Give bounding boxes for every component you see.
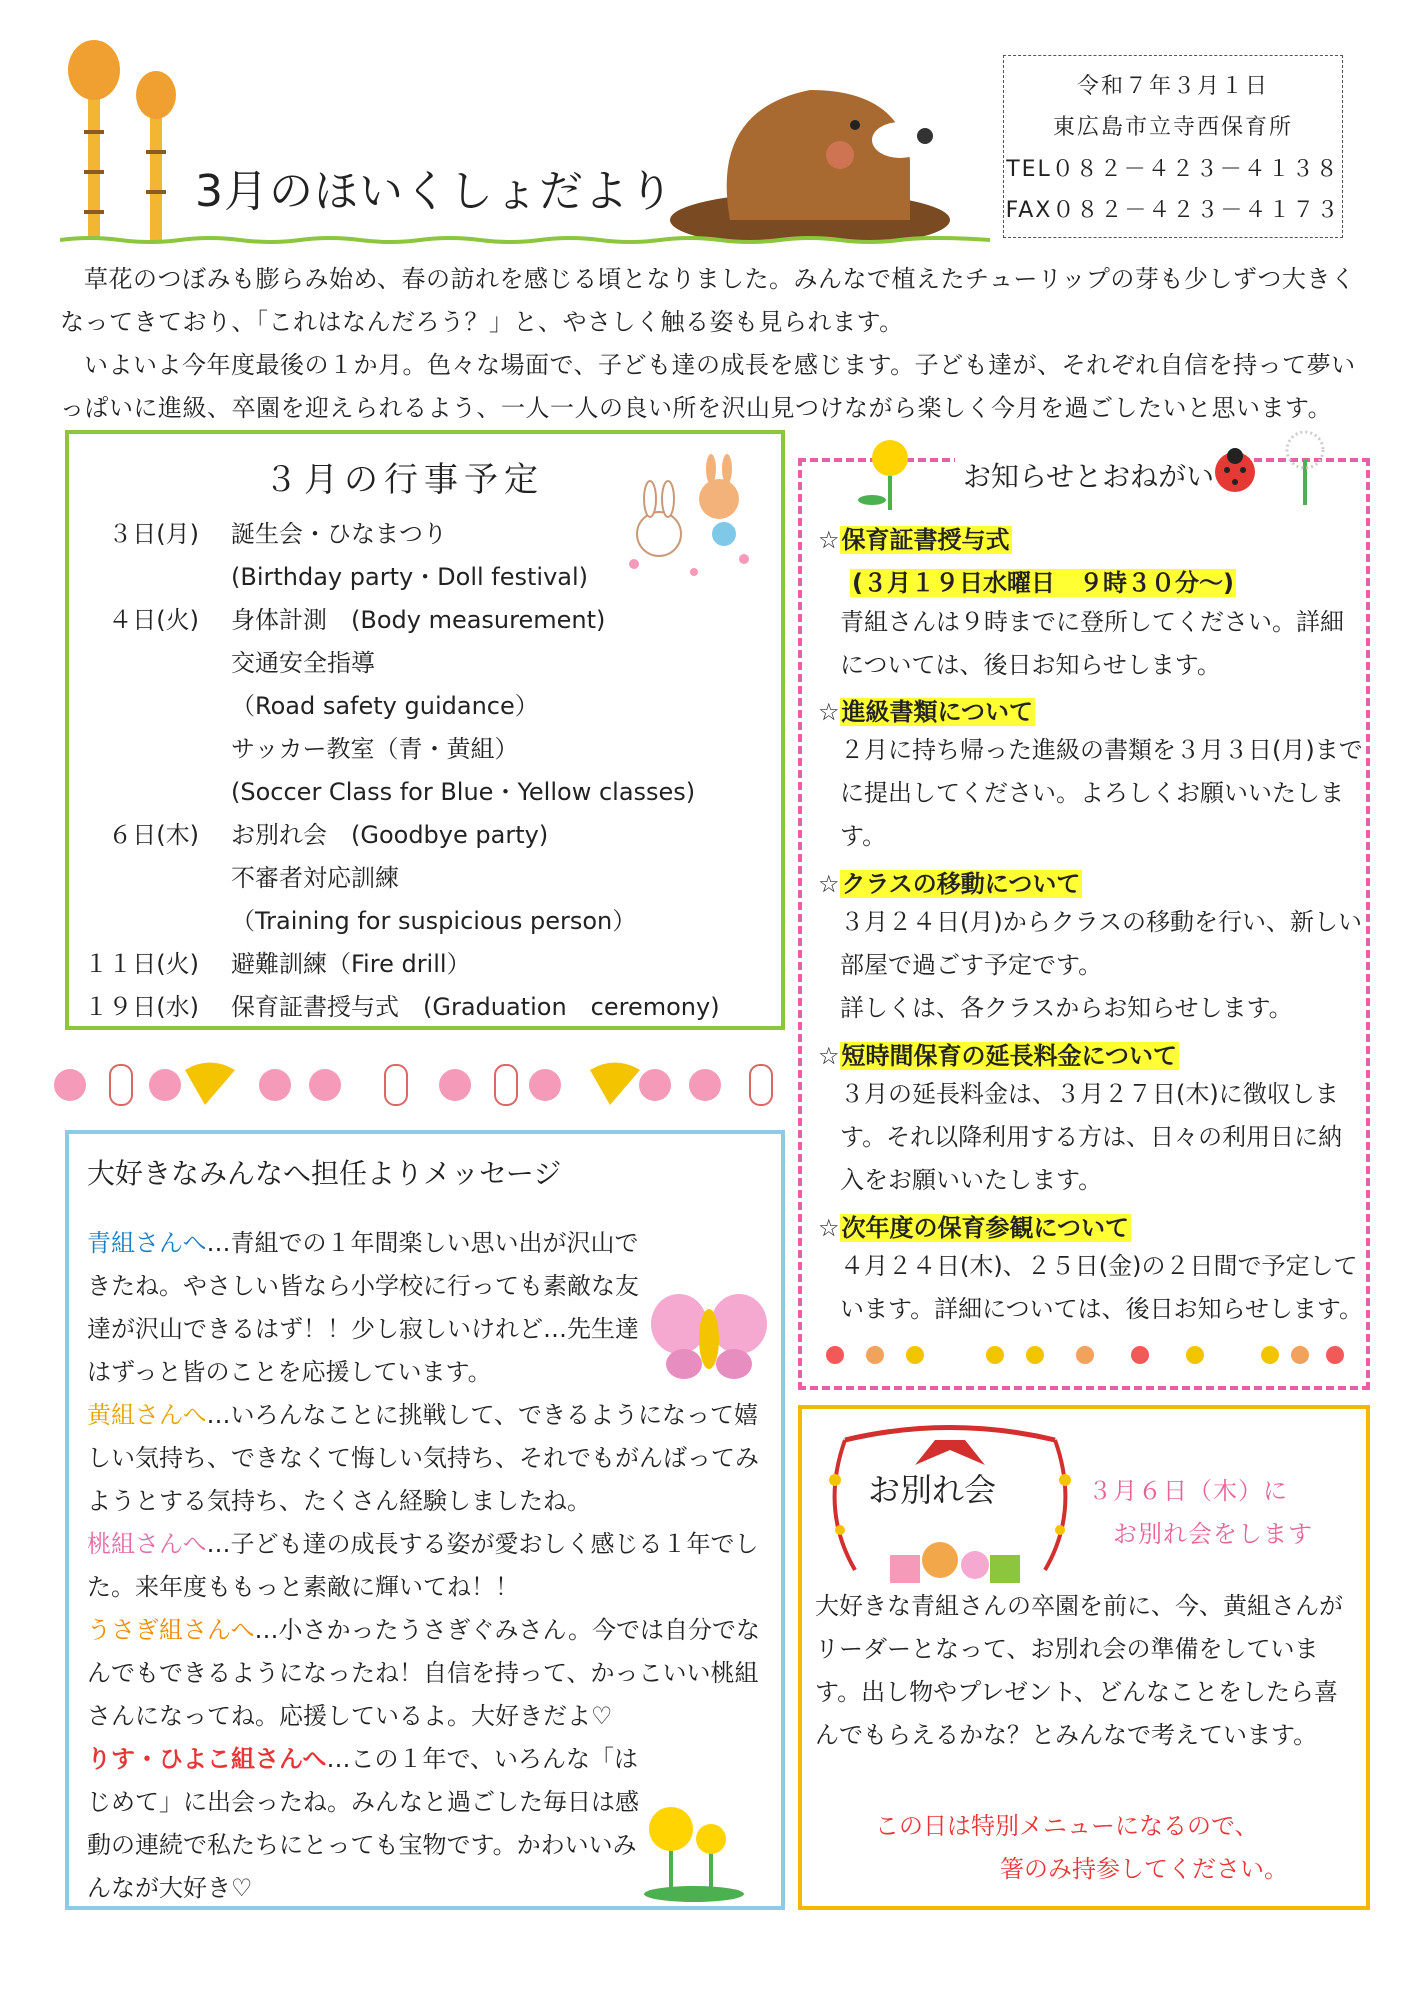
farewell-body: 大好きな青組さんの卒園を前に、今、黄組さんがリーダーとなって、お別れ会の準備をしています。出し物やプレゼント、どんなことをしたら喜んでもらえるかな？とみんなで考えています。	[815, 1592, 1343, 1749]
notice-heading-text: 短時間保育の延長料金について	[841, 1042, 1178, 1070]
notice-heading: ☆進級書類について	[818, 698, 1034, 726]
dandelion-seed-icon	[1270, 425, 1340, 505]
event-date: ４日(火)	[108, 606, 199, 634]
message-text: …青組での１年間楽しい思い出が沢山できたね。やさしい皆なら小学校に行っても素敵な友達が沢山できるはず！！少し寂しいけれど…先生達はずっと皆のことを応援しています。	[87, 1229, 639, 1386]
dandelion-illustration	[639, 1794, 749, 1904]
message-title: 大好きなみんなへ担任よりメッセージ	[87, 1157, 562, 1190]
farewell-date-line: お別れ会をします	[1113, 1520, 1313, 1548]
notice-text: 詳しくは、各クラスからお知らせします。	[840, 994, 1293, 1022]
event-text: (Soccer Class for Blue・Yellow classes)	[231, 778, 696, 806]
event-text: 不審者対応訓練	[231, 864, 399, 892]
event-text: (Birthday party・Doll festival)	[231, 563, 589, 591]
notice-subheading-text: (３月１９日水曜日 ９時３０分～)	[852, 569, 1234, 597]
ladybug-icon	[1205, 440, 1265, 500]
rabbits-illustration	[614, 454, 764, 584]
message-text: …いろんなことに挑戦して、できるようになって嬉しい気持ち、できなくて悔しい気持ち、それでもがんばってみようとする気持ち、たくさん経験しましたね。	[87, 1401, 759, 1515]
farewell-date	[1088, 1470, 1313, 1556]
notice-heading: ☆次年度の保育参観について	[818, 1214, 1130, 1242]
message-paragraph	[87, 1609, 777, 1738]
farewell-note	[815, 1805, 1360, 1891]
notice-text: ２月に持ち帰った進級の書類を３月３日(月)までに提出してください。よろしくお願いいたします。	[840, 736, 1363, 850]
horsetail-illustration	[60, 40, 200, 240]
event-text: サッカー教室（青・黄組）	[231, 735, 519, 763]
notice-heading: ☆保育証書授与式	[818, 526, 1010, 554]
butterfly-illustration	[649, 1284, 769, 1384]
info-tel: TEL０８２－４２３－４１３８	[1006, 156, 1340, 182]
message-paragraph	[87, 1394, 777, 1523]
notices-title: お知らせとおねがい	[955, 455, 1222, 495]
farewell-note-line: 箸のみ持参してください。	[1000, 1855, 1288, 1883]
mole-illustration	[670, 70, 950, 240]
message-text: …子ども達の成長する姿が愛おしく感じる１年でした。来年度ももっと素敵に輝いてね！！	[87, 1530, 759, 1601]
event-text: 身体計測 (Body measurement)	[231, 606, 606, 634]
info-date: 令和７年３月１日	[1076, 74, 1269, 100]
notice-heading-text: 次年度の保育参観について	[841, 1214, 1130, 1242]
notice-text: ３月の延長料金は、３月２７日(木)に徴収します。それ以降利用する方は、日々の利用日に納入をお願いいたします。	[840, 1080, 1343, 1194]
notice-subheading	[850, 563, 1236, 598]
event-date: １９日(水)	[84, 993, 199, 1021]
info-school-name: 東広島市立寺西保育所	[1052, 115, 1293, 141]
notice-heading: ☆短時間保育の延長料金について	[818, 1042, 1178, 1070]
notice-heading-text: 進級書類について	[841, 698, 1034, 726]
notice-heading: ☆クラスの移動について	[818, 870, 1081, 898]
class-label-risu-hiyoko: りす・ひよこ組さんへ	[87, 1745, 327, 1773]
event-text: （Road safety guidance）	[231, 692, 539, 720]
message-paragraph	[87, 1523, 777, 1609]
event-text: 保育証書授与式 (Graduation ceremony)	[231, 993, 720, 1021]
notice-heading-text: 保育証書授与式	[841, 526, 1010, 554]
event-text: お別れ会 (Goodbye party)	[231, 821, 549, 849]
event-date: １１日(火)	[84, 950, 199, 978]
event-text: （Training for suspicious person）	[231, 907, 637, 935]
class-label-pink: 桃組さんへ	[87, 1530, 207, 1558]
school-info-box	[1003, 55, 1343, 238]
farewell-date-line: ３月６日（木）に	[1088, 1477, 1288, 1505]
message-text: …小さかったうさぎぐみさん。今では自分でなんでもできるようになったね！自信を持って、かっこいい桃組さんになってね。応援しているよ。大好きだよ♡	[87, 1616, 760, 1730]
hina-decoration-divider	[45, 1055, 790, 1115]
dandelion-icon	[850, 430, 930, 510]
events-box	[65, 430, 785, 1030]
message-text: …この１年で、いろんな「はじめて」に出会ったね。みんなと過ごした毎日は感動の連続で私たちにとっても宝物です。かわいいみんなが大好き♡	[87, 1745, 639, 1902]
notice-text: ３月２４日(月)からクラスの移動を行い、新しい部屋で過ごす予定です。	[840, 908, 1363, 979]
intro-text	[60, 258, 1375, 430]
class-label-yellow: 黄組さんへ	[87, 1401, 207, 1429]
notice-text: ４月２４日(木)、２５日(金)の２日間で予定しています。詳細については、後日お知らせします。	[840, 1252, 1363, 1323]
intro-paragraph: 草花のつぼみも膨らみ始め、春の訪れを感じる頃となりました。みんなで植えたチューリップの芽も少しずつ大きくなってきており、「これはなんだろう？」と、やさしく触る姿も見られます。	[60, 265, 1356, 336]
teacher-message-box	[65, 1130, 785, 1910]
notice-heading-text: クラスの移動について	[841, 870, 1081, 898]
event-text: 誕生会・ひなまつり	[231, 520, 447, 548]
class-label-usagi: うさぎ組さんへ	[87, 1616, 255, 1644]
farewell-title: お別れ会	[868, 1471, 997, 1509]
notice-text: 青組さんは９時までに登所してください。詳細については、後日お知らせします。	[840, 608, 1344, 679]
class-label-blue: 青組さんへ	[87, 1229, 207, 1257]
events-title: ３月の行事予定	[264, 460, 544, 500]
flower-border-decoration	[820, 1335, 1350, 1375]
intro-paragraph: いよいよ今年度最後の１か月。色々な場面で、子ども達の成長を感じます。子ども達が、それぞれ自信を持って夢いっぱいに進級、卒園を迎えられるよう、一人一人の良い所を沢山見つけながら楽しく今月を過ごしたいと思います。	[60, 351, 1356, 422]
grass-line	[60, 236, 990, 244]
event-date: ３日(月)	[108, 520, 199, 548]
info-fax: FAX０８２－４２３－４１７３	[1005, 197, 1341, 223]
event-text: 交通安全指導	[231, 649, 375, 677]
event-date: ６日(木)	[108, 821, 199, 849]
page-title: 3月のほいくしょだより	[195, 166, 674, 217]
farewell-note-line: この日は特別メニューになるので、	[875, 1812, 1259, 1840]
event-text: 避難訓練（Fire drill）	[231, 950, 471, 978]
